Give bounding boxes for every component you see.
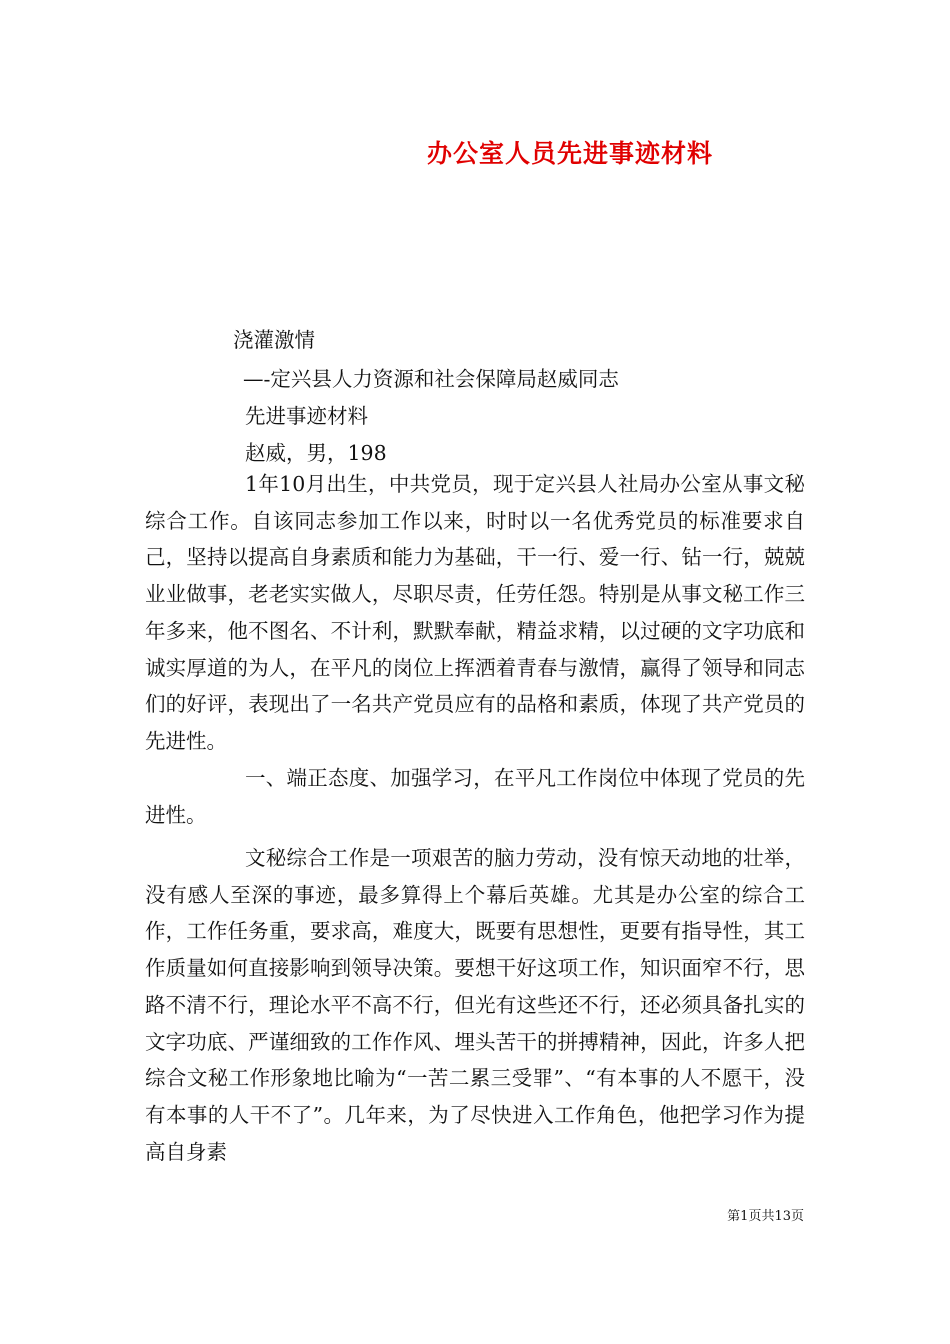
heading-line-1: 浇灌激情 (233, 328, 315, 352)
body-paragraph-1: 1年10月出生，中共党员，现于定兴县人社局办公室从事文秘综合工作。自该同志参加工作以来，时时以一名优秀党员的标准要求自己，坚持以提高自身素质和能力为基础，干一行、爱一行、钻一行，兢兢业业做事，老老实实做人，尽职尽责，任劳任怨。特别是从事文秘工作三年多来，他不图名、不计利，默默奉献，精益求精，以过硬的文字功底和诚实厚道的为人，在平凡的岗位上挥洒着青春与激情，赢得了领导和同志们的好评，表现出了一名共产党员应有的品格和素质，体现了共产党员的先进性。 (145, 472, 805, 753)
body-paragraph-2: 文秘综合工作是一项艰苦的脑力劳动，没有惊天动地的壮举，没有感人至深的事迹，最多算得上个幕后英雄。尤其是办公室的综合工作，工作任务重，要求高，难度大，既要有思想性，更要有指导性，其工作质量如何直接影响到领导决策。要想干好这项工作，知识面窄不行，思路不清不行，理论水平不高不行，但光有这些还不行，还必须具备扎实的文字功底、严谨细致的工作作风、埋头苦干的拼搏精神，因此，许多人把综合文秘工作形象地比喻为“一苦二累三受罪”、“有本事的人不愿干，没有本事的人干不了”。几年来，为了尽快进入工作角色，他把学习作为提高自身素 (145, 846, 805, 1164)
page-title: 办公室人员先进事迹材料 (426, 139, 713, 168)
page-footer: 第1页共13页 (727, 1209, 804, 1224)
heading-line-3: 先进事迹材料 (245, 404, 368, 428)
heading-line-2: —-定兴县人力资源和社会保障局赵威同志 (243, 367, 619, 391)
heading-line-4: 赵威，男，198 (245, 441, 387, 465)
section-heading-1: 一、端正态度、加强学习，在平凡工作岗位中体现了党员的先进性。 (145, 766, 805, 827)
